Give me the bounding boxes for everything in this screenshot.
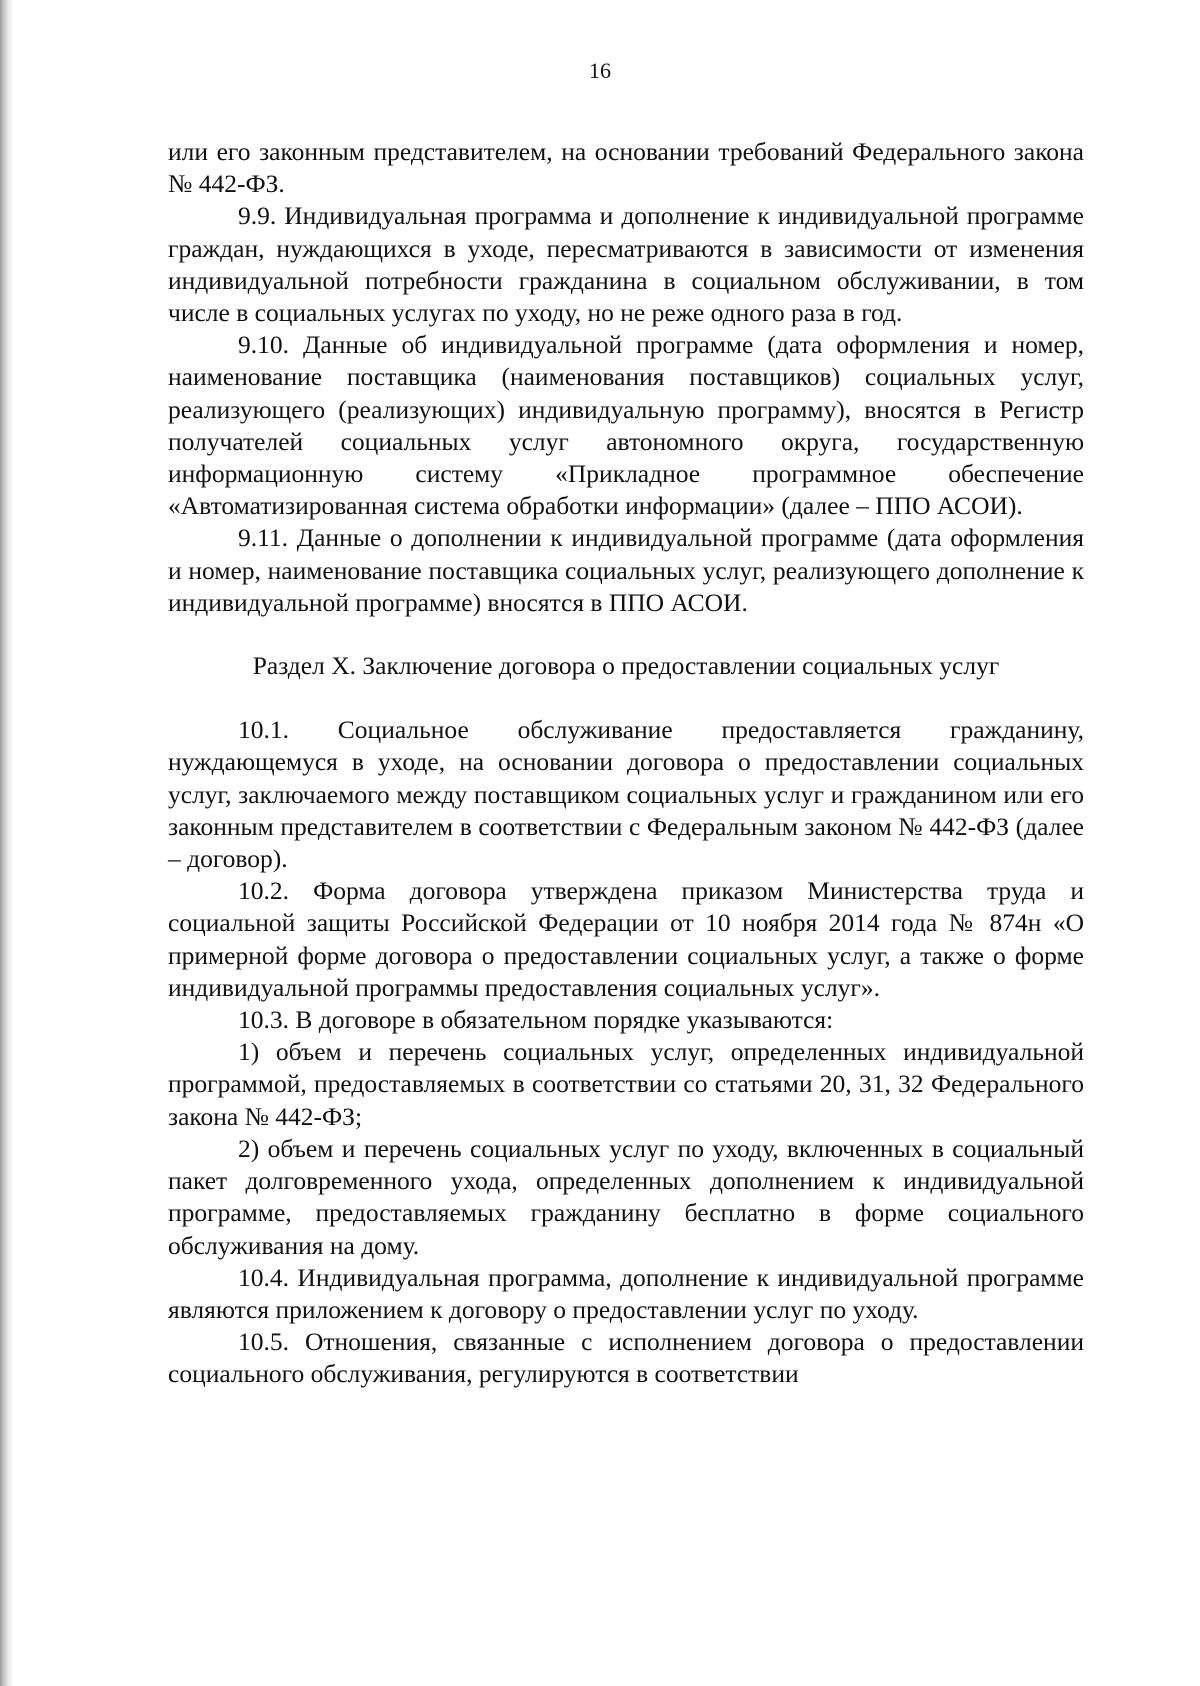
list-item-2: 2) объем и перечень социальных услуг по уходу, включенных в социальный пакет долговременного ухода, определенных дополнением к индивидуальной программе, предоставляемых гражданину бесплатно в форме социального обслуживания на дому. <box>168 1133 1084 1260</box>
paragraph-9-11: 9.11. Данные о дополнении к индивидуальной программе (дата оформления и номер, наименование поставщика социальных услуг, реализующего дополнение к индивидуальной программе) вносятся в ППО АСОИ. <box>168 523 1084 617</box>
paragraph-9-10: 9.10. Данные об индивидуальной программе (дата оформления и номер, наименование поставщика (наименования поставщиков) социальных услуг, реализующего (реализующих) индивидуальную программу), вносятся в Регистр получателей социальных услуг автономного округа, государственную информационную систему «Прикладное программное обеспечение «Автоматизированная система обработки информации» (далее – ППО АСОИ). <box>168 330 1084 521</box>
page-number: 16 <box>589 58 611 83</box>
paragraph-10-5: 10.5. Отношения, связанные с исполнением договора о предоставлении социального обслуживания, регулируются в соответствии <box>168 1327 1084 1389</box>
section-title: Раздел X. Заключение договора о предоставлении социальных услуг <box>252 651 1000 681</box>
paragraph-10-3: 10.3. В договоре в обязательном порядке указываются: <box>238 1005 834 1035</box>
scan-edge-shadow <box>0 0 14 1686</box>
paragraph-continuation: или его законным представителем, на основании требований Федерального закона № 442-ФЗ. <box>168 137 1084 199</box>
paragraph-10-1: 10.1. Социальное обслуживание предоставляется гражданину, нуждающемуся в уходе, на основании договора о предоставлении социальных услуг, заключаемого между поставщиком социальных услуг и гражданином или его законным представителем в соответствии с Федеральным законом № 442-ФЗ (далее – договор). <box>168 715 1084 874</box>
list-item-1: 1) объем и перечень социальных услуг, определенных индивидуальной программой, предоставляемых в соответствии со статьями 20, 31, 32 Федерального закона № 442-ФЗ; <box>168 1037 1084 1131</box>
paragraph-10-4: 10.4. Индивидуальная программа, дополнение к индивидуальной программе являются приложением к договору о предоставлении услуг по уходу. <box>168 1262 1084 1324</box>
paragraph-10-2: 10.2. Форма договора утверждена приказом Министерства труда и социальной защиты Российской Федерации от 10 ноября 2014 года № 874н «О примерной форме договора о предоставлении социальных услуг, а также о форме индивидуальной программы предоставления социальных услуг». <box>168 876 1084 1002</box>
paragraph-9-9: 9.9. Индивидуальная программа и дополнение к индивидуальной программе граждан, нуждающихся в уходе, пересматриваются в зависимости от изменения индивидуальной потребности гражданина в социальном обслуживании, в том числе в социальных услугах по уходу, но не реже одного раза в год. <box>168 201 1084 328</box>
document-body <box>168 136 1084 1391</box>
